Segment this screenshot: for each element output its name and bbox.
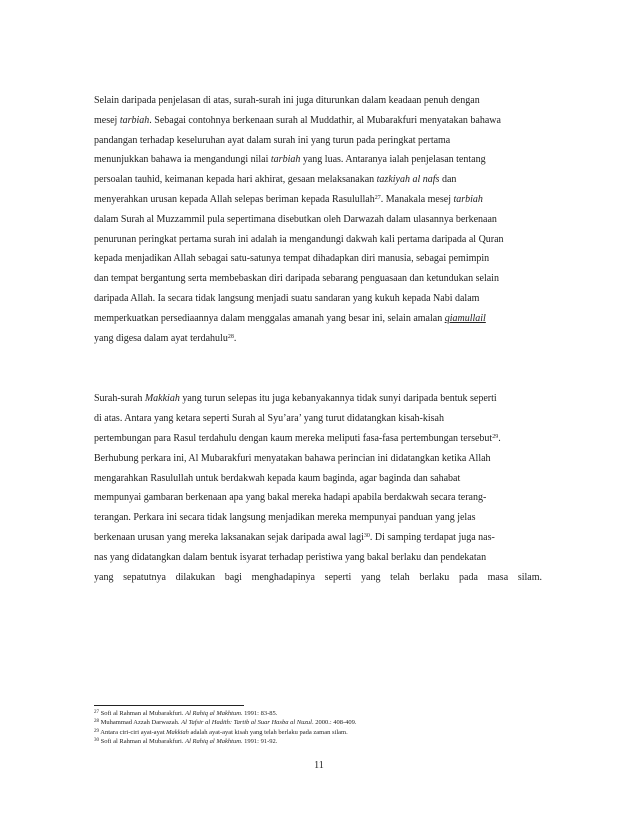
text-line xyxy=(94,131,542,151)
text-run: Selain daripada penjelasan di atas, surah-surah ini juga diturunkan dalam keadaan penuh dengan xyxy=(94,95,480,106)
text-run: terangan. Perkara ini secara tidak langsung menjadikan mereka mempunyai panduan yang jelas xyxy=(94,512,476,524)
footnote xyxy=(94,728,542,737)
text-line xyxy=(94,91,542,111)
text-run: pertembungan para Rasul terdahulu dengan kaum mereka meliputi fasa-fasa pertembungan tersebut xyxy=(94,432,493,444)
text-run: dalam Surah al Muzzammil pula sepertimana disebutkan oleh Darwazah dalam ulasannya berkenaan xyxy=(94,213,497,225)
text-line xyxy=(94,469,542,489)
footnote-ref: 30 xyxy=(94,738,99,744)
italic-term: tarbiah xyxy=(270,154,301,166)
text-run: menyerahkan urusan kepada Allah selepas beriman kepada Rasulullah xyxy=(94,193,375,205)
italic-term: Makkiah xyxy=(166,728,189,736)
italic-term: Al Tafsir al Hadith: Tartib al Suar Hasba al Nuzul xyxy=(181,719,312,727)
italic-term: Al Rahiq al Makhtum xyxy=(185,738,241,746)
text-line xyxy=(94,111,542,131)
text-run: daripada Allah. Ia secara tidak langsung menjadi suatu sandaran yang kukuh kepada Nabi dalam xyxy=(94,292,480,304)
text-run: Muhammad Azzah Darwazah. xyxy=(99,719,182,727)
footnote-separator xyxy=(94,705,244,706)
text-line xyxy=(94,508,542,528)
text-run: . xyxy=(233,332,237,344)
text-run: Antara ciri-ciri ayat-ayat xyxy=(99,728,167,736)
text-run: yang luas. Antaranya ialah penjelasan tentang xyxy=(300,154,486,166)
italic-term: tazkiyah al nafs xyxy=(376,174,440,186)
text-run: mesej xyxy=(94,114,120,126)
text-run: yang digesa dalam ayat terdahulu xyxy=(94,332,228,344)
text-line xyxy=(94,170,542,190)
text-line xyxy=(94,409,542,429)
text-run: mempunyai gambaran berkenaan apa yang bakal mereka hadapi apabila berdakwah secara terang- xyxy=(94,492,487,504)
text-line xyxy=(94,289,542,309)
text-run: kepada menjadikan Allah sebagai satu-satunya tempat dihadapkan diri manusia, sebagai pemimpin xyxy=(94,253,490,265)
italic-term: tarbiah xyxy=(453,193,483,205)
footnotes xyxy=(94,709,542,747)
text-run: . Manakala mesej xyxy=(380,193,454,205)
text-run: dan xyxy=(439,174,457,186)
text-run: menunjukkan bahawa ia mengandungi nilai xyxy=(94,154,271,166)
text-line xyxy=(94,568,542,588)
text-line xyxy=(94,190,542,210)
text-run: dan tempat bergantung serta membebaskan diri daripada sebarang penguasaan dan ketundukan selain xyxy=(94,273,499,285)
text-line xyxy=(94,210,542,230)
text-run: . 1991: 91-92. xyxy=(240,738,278,746)
text-line xyxy=(94,528,542,548)
text-line xyxy=(94,269,542,289)
italic-term: Al Rahiq al Makhtum xyxy=(185,710,241,717)
text-run: Sofi al Rahman al Mubarakfuri. xyxy=(99,738,186,746)
footnote-ref: 28 xyxy=(94,719,99,725)
footnote xyxy=(94,718,542,727)
footnote-ref: 27 xyxy=(374,194,381,201)
footnote-ref: 27 xyxy=(94,710,99,715)
text-line xyxy=(94,329,542,349)
text-line xyxy=(94,389,542,409)
text-run: . 1991: 83-85. xyxy=(240,710,278,717)
footnote-ref: 28 xyxy=(227,333,234,340)
text-run: persoalan tauhid, keimanan kepada hari akhirat, gesaan melaksanakan xyxy=(94,174,377,186)
text-run: Sofi al Rahman al Mubarakfuri. xyxy=(99,710,186,717)
footnote-ref: 29 xyxy=(94,728,99,734)
text-run: yang sepatutnya dilakukan bagi menghadapinya seperti yang telah berlaku pada masa silam. xyxy=(94,571,542,583)
text-line xyxy=(94,429,542,449)
text-run: Surah-surah xyxy=(94,393,145,405)
text-run: . Di samping terdapat juga nas- xyxy=(369,531,495,543)
text-run: di atas. Antara yang ketara seperti Surah al Syu’ara’ yang turut didatangkan kisah-kisah xyxy=(94,413,444,425)
text-run: Berhubung perkara ini, Al Mubarakfuri menyatakan bahawa perincian ini didatangkan ketika Allah xyxy=(94,452,491,464)
text-run: yang turun selepas itu juga kebanyakannya tidak sunyi daripada bentuk seperti xyxy=(179,393,497,405)
footnote xyxy=(94,709,542,718)
text-run: berkenaan urusan yang mereka laksanakan sejak daripada awal lagi xyxy=(94,531,364,543)
text-run: mengarahkan Rasulullah untuk berdakwah kepada kaum baginda, agar baginda dan sahabat xyxy=(94,472,461,484)
paragraph-1 xyxy=(94,91,542,348)
body-text xyxy=(94,91,542,587)
text-line xyxy=(94,449,542,469)
footnote xyxy=(94,737,542,746)
text-run: memperkuatkan persediaannya dalam menggalas amanah yang besar ini, selain amalan xyxy=(94,312,445,324)
text-run: . 2000.: 408-409. xyxy=(311,719,357,727)
text-run: pandangan terhadap keseluruhan ayat dalam surah ini yang turun pada peringkat pertama xyxy=(94,134,451,146)
text-line xyxy=(94,548,542,568)
footnote-ref: 29 xyxy=(492,433,499,440)
italic-term: qiamullail xyxy=(444,312,486,324)
text-run: penurunan peringkat pertama surah ini adalah ia mengandungi dakwah kali pertama daripada al Quran xyxy=(94,233,504,245)
page-number: 11 xyxy=(314,760,324,771)
text-run: . Sebagai contohnya berkenaan surah al Muddathir, al Mubarakfuri menyatakan bahawa xyxy=(149,114,501,126)
text-line xyxy=(94,488,542,508)
footnote-ref: 30 xyxy=(363,532,370,539)
text-line xyxy=(94,249,542,269)
italic-term: Makkiah xyxy=(144,393,180,405)
text-line xyxy=(94,230,542,250)
italic-term: tarbiah xyxy=(119,114,150,126)
paragraph-2 xyxy=(94,389,542,587)
text-line xyxy=(94,150,542,170)
text-run: nas yang didatangkan dalam bentuk isyarat terhadap peristiwa yang bakal berlaku dan pendekatan xyxy=(94,551,487,563)
text-run: adalah ayat-ayat kisah yang telah berlaku pada zaman silam. xyxy=(188,728,348,736)
text-line xyxy=(94,309,542,329)
text-run: . xyxy=(498,432,501,444)
